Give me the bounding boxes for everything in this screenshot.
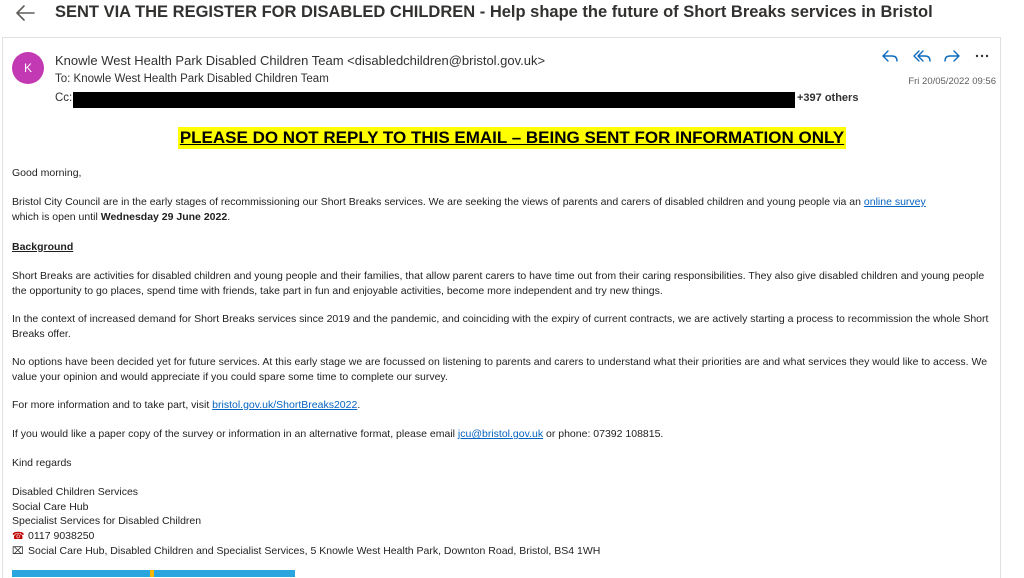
paragraph-paper-copy [12, 427, 992, 442]
forward-icon [942, 46, 962, 66]
short-breaks-link[interactable]: bristol.gov.uk/ShortBreaks2022 [212, 399, 358, 411]
reading-pane-header [0, 0, 1024, 34]
reply-icon [880, 46, 900, 66]
back-button[interactable] [10, 0, 40, 30]
paragraph-intro-end: . [227, 211, 231, 223]
paragraph-context: In the context of increased demand for Short Breaks services since 2019 and the pandemic, and coinciding with the expiry of current contracts, we are actively starting a process to recommission the whole Short Breaks offer. [12, 313, 989, 340]
cc-others-count[interactable]: +397 others [797, 92, 859, 104]
signature-line-3: Specialist Services for Disabled Children [12, 515, 202, 527]
signature-banner-mark [150, 570, 154, 577]
paragraph-intro-text-2: which is open until [12, 211, 101, 223]
paragraph-intro [12, 195, 992, 225]
signature-address: Social Care Hub, Disabled Children and Specialist Services, 5 Knowle West Health Park, Downton Road, Bristol, BS4 1WH [28, 545, 601, 557]
signature [12, 485, 992, 560]
notice-banner [0, 127, 1024, 149]
reply-all-icon [912, 46, 932, 66]
signoff: Kind regards [12, 457, 72, 469]
reply-button[interactable] [880, 46, 900, 66]
paper-copy-text: If you would like a paper copy of the survey or information in an alternative format, please email [12, 428, 458, 440]
message-actions [880, 46, 992, 66]
paragraph-background: Short Breaks are activities for disabled children and young people and their families, that allow parent carers to have time out from their caring responsibilities. They also give disabled children and young people the opportunity to go places, spend time with friends, take part in fun and enjoyable activities, become more independent and try new things. [12, 270, 985, 297]
more-actions-button[interactable] [972, 46, 992, 66]
more-icon [972, 46, 992, 66]
paragraph-options: No options have been decided yet for future services. At this early stage we are focussed on listening to parents and carers to understand what their priorities are and what services they would like to access. We value your opinion and would appreciate if you could spare some time to complete our survey. [12, 356, 988, 383]
survey-deadline: Wednesday 29 June 2022 [100, 211, 228, 223]
paper-copy-phone: or phone: 07392 108815. [543, 428, 664, 440]
signature-line-1: Disabled Children Services [12, 486, 139, 498]
more-info-end: . [357, 399, 361, 411]
forward-button[interactable] [942, 46, 962, 66]
greeting: Good morning, [12, 167, 82, 179]
cc-label: Cc: [55, 92, 73, 104]
phone-icon: ☎ [12, 530, 25, 542]
message-date: Fri 20/05/2022 09:56 [908, 76, 996, 87]
sender[interactable]: Knowle West Health Park Disabled Children Team <disabledchildren@bristol.gov.uk> [55, 53, 546, 68]
email-subject: SENT VIA THE REGISTER FOR DISABLED CHILDREN - Help shape the future of Short Breaks services in Bristol [55, 3, 933, 21]
background-heading-text: Background [12, 241, 74, 253]
recipients-to[interactable]: To: Knowle West Health Park Disabled Children Team [55, 73, 329, 85]
reply-all-button[interactable] [912, 46, 932, 66]
back-arrow-icon [10, 0, 40, 30]
jcu-email-link[interactable]: jcu@bristol.gov.uk [457, 428, 544, 440]
cc-redacted-block [73, 92, 795, 108]
address-card-icon: ⌧ [12, 546, 24, 557]
more-info-text: For more information and to take part, visit [12, 399, 213, 411]
background-heading [12, 240, 992, 255]
signature-line-2: Social Care Hub [12, 500, 89, 513]
avatar[interactable]: K [12, 52, 44, 84]
signature-phone: 0117 9038250 [28, 529, 95, 542]
do-not-reply-notice: PLEASE DO NOT REPLY TO THIS EMAIL – BEING SENT FOR INFORMATION ONLY [179, 128, 845, 147]
paragraph-more-info [12, 398, 992, 413]
paragraph-intro-text: Bristol City Council are in the early stages of recommissioning our Short Breaks services. We are seeking the views of parents and carers of disabled children and young people via an [12, 196, 864, 208]
online-survey-link[interactable]: online survey [863, 196, 926, 208]
